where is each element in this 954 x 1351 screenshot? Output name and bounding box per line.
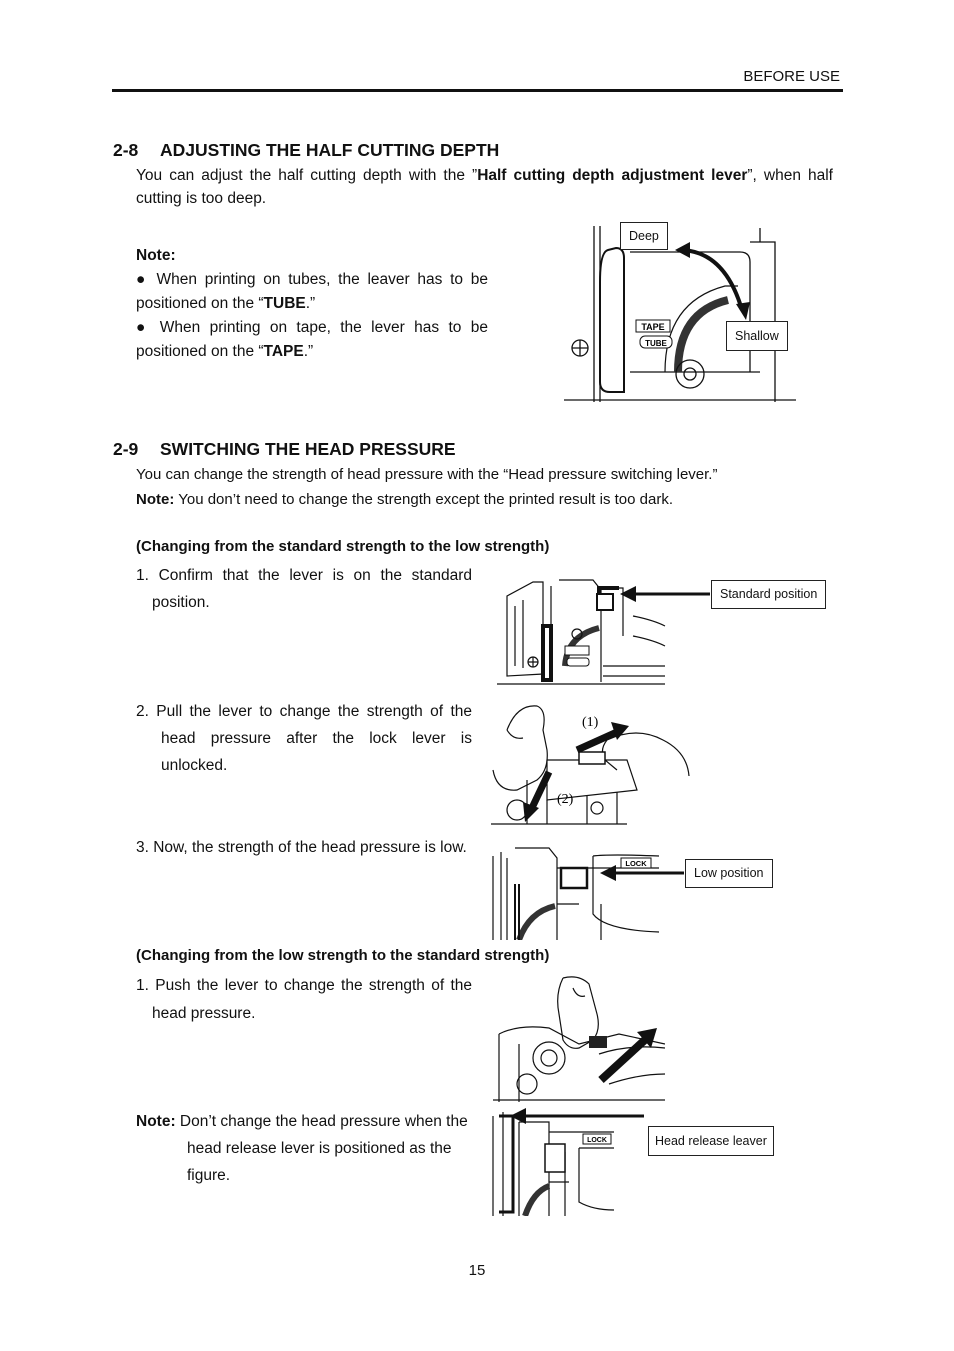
head-release-lever-figure: [489, 1112, 614, 1216]
section-number: 2-9: [113, 439, 139, 459]
note-label: Note:: [136, 247, 176, 264]
step-2-marker: (2): [557, 792, 574, 807]
step-2: 2. Pull the lever to change the strength of the head pressure after the lock lever is unlocked.: [136, 703, 472, 774]
callout-standard-position: Standard position: [711, 580, 826, 609]
subsection-low-to-standard: (Changing from the low strength to the standard strength): [136, 947, 550, 964]
push-step-1: 1. Push the lever to change the strength of the head pressure.: [136, 977, 472, 1022]
section-2-9-intro: You can change the strength of head pressure with the “Head pressure switching lever.”: [136, 466, 718, 483]
lock-label: LOCK: [587, 1137, 607, 1144]
subsection-standard-to-low: (Changing from the standard strength to the low strength): [136, 538, 550, 555]
section-number: 2-8: [113, 140, 139, 160]
running-header: BEFORE USE: [743, 68, 840, 85]
final-note: Note: Don’t change the head pressure when the head release lever is positioned as the figure.: [136, 1113, 468, 1184]
arrow-standard: [620, 584, 712, 604]
header-rule: [112, 89, 843, 92]
push-lever-figure: [489, 974, 665, 1102]
pull-lever-figure: [487, 700, 692, 826]
note-bullet-tube: ● When printing on tubes, the leaver has to be positioned on the “TUBE.”: [136, 271, 488, 312]
step-3: 3. Now, the strength of the head pressure is low.: [136, 839, 467, 856]
step-1-marker: (1): [582, 715, 599, 730]
note-bullet-tape: ● When printing on tape, the lever has to be positioned on the “TAPE.”: [136, 319, 488, 360]
callout-shallow: Shallow: [726, 321, 788, 351]
page-number: 15: [468, 1262, 486, 1279]
section-title: SWITCHING THE HEAD PRESSURE: [160, 439, 456, 459]
tube-label: TUBE: [645, 339, 667, 348]
low-position-figure: [489, 844, 659, 940]
callout-deep: Deep: [620, 222, 668, 250]
lock-label: LOCK: [625, 859, 647, 868]
tape-label: TAPE: [641, 322, 665, 332]
section-2-8-heading: [113, 140, 499, 161]
callout-head-release: Head release leaver: [648, 1126, 774, 1156]
step-1: 1. Confirm that the lever is on the standard position.: [136, 567, 472, 611]
arrow-head-release: [510, 1106, 644, 1126]
section-2-9-note: Note: You don’t need to change the strength except the printed result is too dark.: [136, 491, 674, 508]
callout-low-position: Low position: [685, 859, 773, 888]
arrow-low: [600, 863, 684, 883]
section-title: ADJUSTING THE HALF CUTTING DEPTH: [160, 140, 500, 160]
section-2-9-heading: [113, 439, 456, 460]
half-cut-lever-figure: [560, 222, 800, 404]
section-2-8-intro: You can adjust the half cutting depth with the ”Half cutting depth adjustment lever”, when half cutting is too deep.: [136, 167, 833, 207]
